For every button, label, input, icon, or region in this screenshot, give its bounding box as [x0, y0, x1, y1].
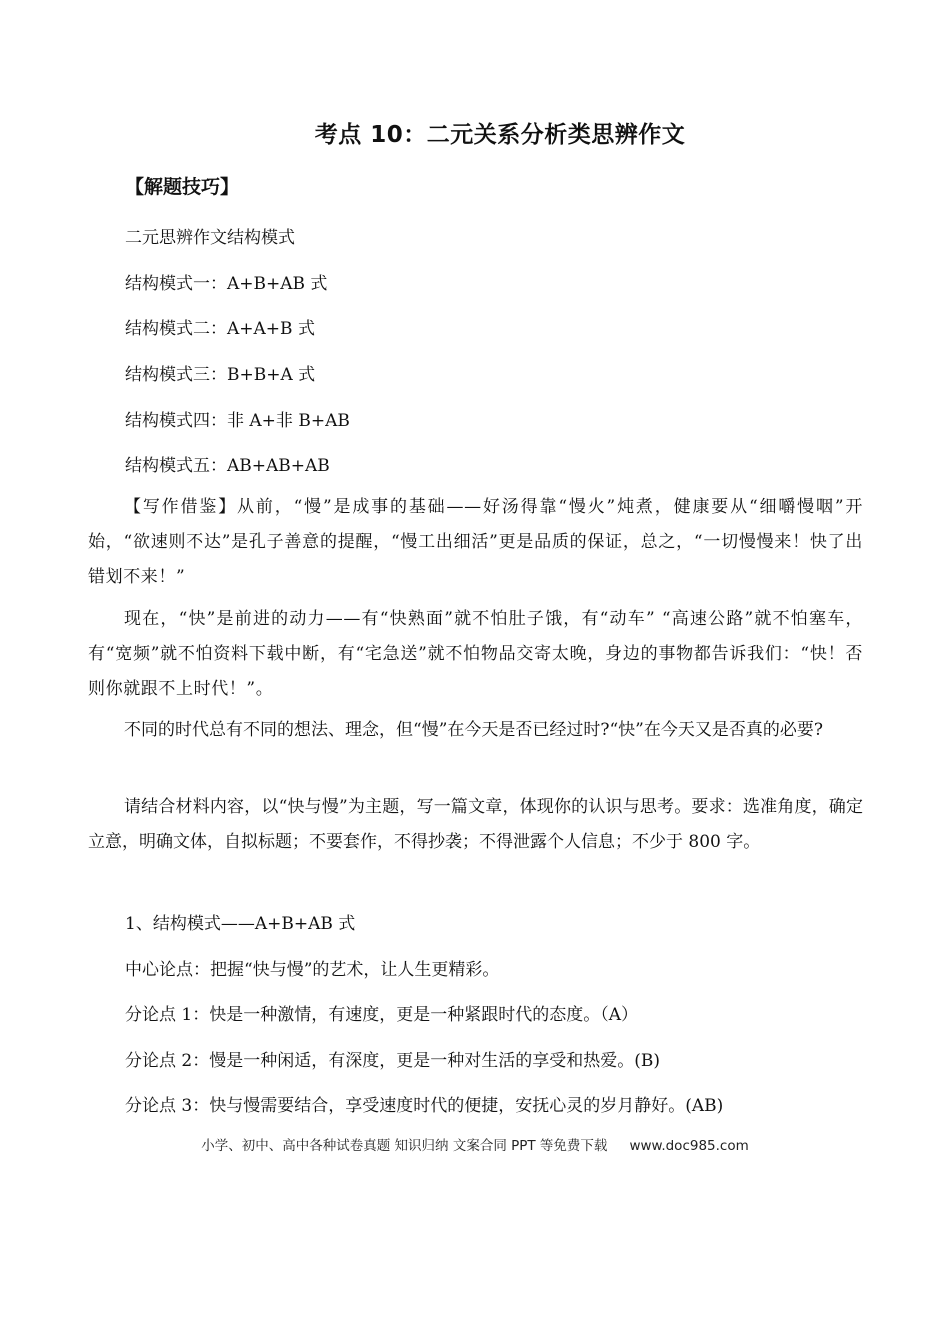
- footer-text: 小学、初中、高中各种试卷真题 知识归纳 文案合同 PPT 等免费下载: [201, 1138, 608, 1154]
- page-footer: [0, 1134, 950, 1154]
- central-argument: 中心论点：把握“快与慢”的艺术，让人生更精彩。: [125, 960, 500, 980]
- structure-mode-2: 结构模式二：A+A+B 式: [125, 319, 315, 339]
- structure-mode-1: 结构模式一：A+B+AB 式: [125, 274, 328, 294]
- sub-argument-2: 分论点 2：慢是一种闲适，有深度，更是一种对生活的享受和热爱。(B): [125, 1051, 660, 1071]
- footer-link[interactable]: www.doc985.com: [629, 1138, 749, 1154]
- structure-mode-5: 结构模式五：AB+AB+AB: [125, 456, 330, 476]
- structure-mode-4: 结构模式四：非 A+非 B+AB: [125, 411, 350, 431]
- structure-mode-3: 结构模式三：B+B+A 式: [125, 365, 316, 385]
- paragraph-fast: 现在，“快”是前进的动力——有“快熟面”就不怕肚子饿，有“动车” “高速公路”就不怕塞车，有“宽频”就不怕资料下载中断，有“宅急送”就不怕物品交寄太晚，身边的事物都告诉我们：“快！否则你就跟不上时代！”。: [88, 609, 863, 699]
- paragraph-question: 不同的时代总有不同的想法、理念，但“慢”在今天是否已经过时?“快”在今天又是否真的必要?: [124, 720, 823, 740]
- section-heading: 【解题技巧】: [125, 176, 240, 198]
- paragraph-writing-reference: 【写作借鉴】从前，“慢”是成事的基础——好汤得靠“慢火”炖煮，健康要从“细嚼慢咽”开始，“欲速则不达”是孔子善意的提醒，“慢工出细活”更是品质的保证，总之，“一切慢慢来！快了出错划不来！”: [88, 497, 863, 587]
- sub-argument-3: 分论点 3：快与慢需要结合，享受速度时代的便捷，安抚心灵的岁月静好。(AB): [125, 1096, 724, 1116]
- structure-heading: 二元思辨作文结构模式: [125, 228, 295, 248]
- page-title: 考点 10：二元关系分析类思辨作文: [314, 122, 686, 148]
- sub-argument-1: 分论点 1：快是一种激情，有速度，更是一种紧跟时代的态度。（A）: [125, 1005, 638, 1025]
- outline-mode-heading: 1、结构模式——A+B+AB 式: [125, 914, 356, 934]
- paragraph-requirements: 请结合材料内容，以“快与慢”为主题，写一篇文章，体现你的认识与思考。要求：选准角度，确定立意，明确文体，自拟标题；不要套作，不得抄袭；不得泄露个人信息；不少于 800 字。: [88, 797, 863, 852]
